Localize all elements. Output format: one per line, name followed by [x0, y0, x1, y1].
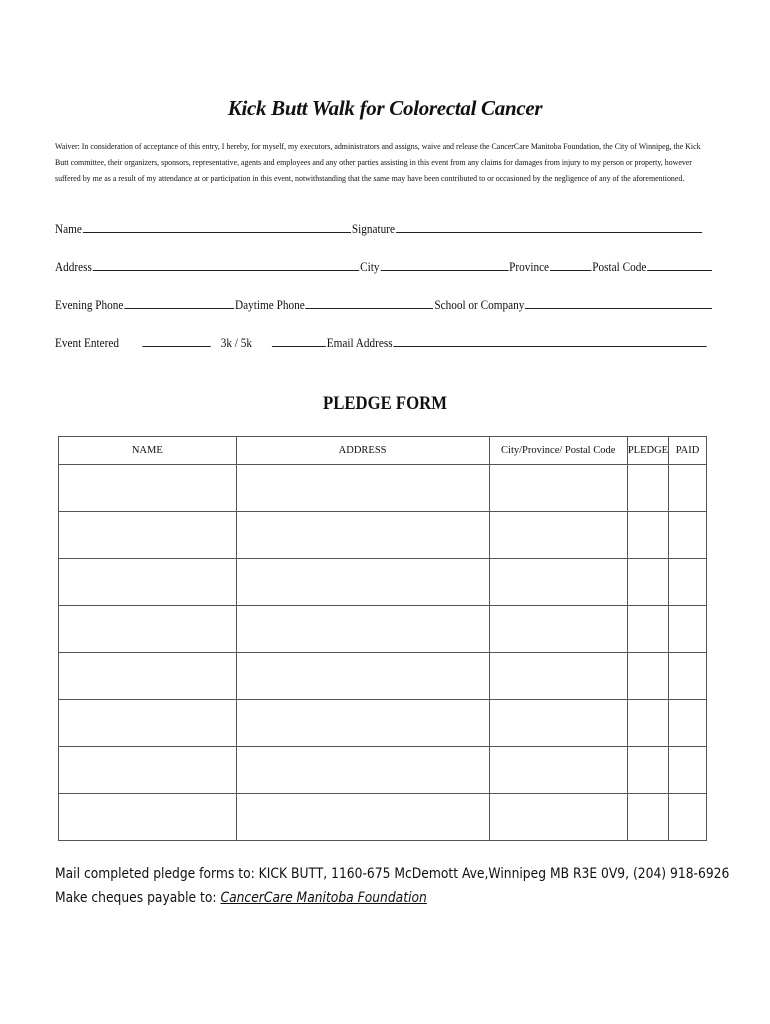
cell-pledge[interactable]	[627, 559, 668, 606]
cell-pledge[interactable]	[627, 653, 668, 700]
evening-phone-label: Evening Phone	[55, 298, 124, 312]
pledge-form-title: PLEDGE FORM	[322, 393, 447, 414]
cell-name[interactable]	[59, 559, 237, 606]
cell-city-province[interactable]	[489, 465, 627, 512]
event-entered-label: Event Entered	[55, 336, 120, 350]
pledge-table-body	[59, 465, 707, 841]
column-header-address: ADDRESS	[236, 437, 489, 465]
cell-paid[interactable]	[669, 606, 707, 653]
pledge-header-row	[59, 437, 707, 465]
cell-address[interactable]	[236, 747, 489, 794]
city-field[interactable]	[380, 258, 508, 271]
cell-name[interactable]	[59, 653, 237, 700]
signature-label: Signature	[351, 222, 396, 236]
cell-name[interactable]	[59, 747, 237, 794]
waiver-text: Waiver: In consideration of acceptance of this entry, I hereby, for myself, my executors, administrators and assigns, waive and release the CancerCare Manitoba Foundation, the City of Winnipeg, the Kick Butt committee, their organizers, sponsors, representative, agents and employees and any other parties assisting in this event from any claims for damages from injury to my person or property, however suffered by me as a result of my attendance at or participation in this event, notwithstanding that the same may have been contributed to or occasioned by the negligence of any of the aforementioned.	[55, 141, 701, 183]
cell-address[interactable]	[236, 559, 489, 606]
cell-pledge[interactable]	[627, 747, 668, 794]
cell-name[interactable]	[59, 794, 237, 841]
foundation-name: CancerCare Manitoba Foundation	[220, 890, 427, 906]
table-row	[59, 700, 707, 747]
distance-label: 3k / 5k	[220, 336, 253, 350]
cell-paid[interactable]	[669, 559, 707, 606]
cell-pledge[interactable]	[627, 700, 668, 747]
cell-city-province[interactable]	[489, 653, 627, 700]
cell-address[interactable]	[236, 794, 489, 841]
cell-name[interactable]	[59, 606, 237, 653]
table-row	[59, 512, 707, 559]
postal-code-field[interactable]	[647, 258, 712, 271]
cell-paid[interactable]	[669, 512, 707, 559]
mail-address-line: Mail completed pledge forms to: KICK BUTT, 1160-675 McDemott Ave,Winnipeg MB R3E 0V9, (204) 918-6926	[55, 866, 730, 882]
cell-city-province[interactable]	[489, 559, 627, 606]
table-row	[59, 794, 707, 841]
cell-paid[interactable]	[669, 747, 707, 794]
cell-address[interactable]	[236, 465, 489, 512]
cell-pledge[interactable]	[627, 465, 668, 512]
cell-pledge[interactable]	[627, 606, 668, 653]
phone-row	[55, 296, 713, 313]
cell-city-province[interactable]	[489, 606, 627, 653]
evening-phone-field[interactable]	[124, 296, 234, 309]
event-entered-field[interactable]	[142, 334, 210, 347]
school-company-field[interactable]	[525, 296, 712, 309]
distance-field[interactable]	[272, 334, 326, 347]
cell-city-province[interactable]	[489, 700, 627, 747]
name-label: Name	[55, 222, 82, 236]
address-row	[55, 258, 713, 275]
column-header-name: NAME	[59, 437, 237, 465]
cell-name[interactable]	[59, 700, 237, 747]
cell-city-province[interactable]	[489, 794, 627, 841]
name-field[interactable]	[83, 220, 351, 233]
column-header-city-province: City/Province/ Postal Code	[489, 437, 627, 465]
cell-paid[interactable]	[669, 700, 707, 747]
cell-name[interactable]	[59, 465, 237, 512]
signature-field[interactable]	[396, 220, 702, 233]
cell-pledge[interactable]	[627, 512, 668, 559]
cell-address[interactable]	[236, 653, 489, 700]
email-label: Email Address	[326, 336, 393, 350]
province-field[interactable]	[550, 258, 591, 271]
school-company-label: School or Company	[434, 298, 525, 312]
cell-pledge[interactable]	[627, 794, 668, 841]
email-field[interactable]	[394, 334, 707, 347]
postal-code-label: Postal Code	[592, 260, 647, 274]
column-header-paid: PAID	[669, 437, 707, 465]
event-row	[55, 334, 708, 351]
cell-address[interactable]	[236, 512, 489, 559]
daytime-phone-field[interactable]	[306, 296, 434, 309]
name-signature-row	[55, 220, 703, 237]
cell-paid[interactable]	[669, 653, 707, 700]
table-row	[59, 606, 707, 653]
cell-paid[interactable]	[669, 794, 707, 841]
cell-city-province[interactable]	[489, 512, 627, 559]
cell-address[interactable]	[236, 606, 489, 653]
address-field[interactable]	[93, 258, 359, 271]
address-label: Address	[55, 260, 92, 274]
cell-city-province[interactable]	[489, 747, 627, 794]
table-row	[59, 465, 707, 512]
table-row	[59, 559, 707, 606]
cheques-line	[55, 886, 729, 910]
mail-instructions	[55, 862, 729, 910]
cheques-label: Make cheques payable to:	[55, 890, 221, 906]
province-label: Province	[509, 260, 550, 274]
city-label: City	[360, 260, 380, 274]
column-header-pledge: PLEDGE	[627, 437, 668, 465]
cell-address[interactable]	[236, 700, 489, 747]
table-row	[59, 747, 707, 794]
pledge-table	[58, 436, 707, 841]
form-title: Kick Butt Walk for Colorectal Cancer	[227, 96, 543, 120]
table-row	[59, 653, 707, 700]
daytime-phone-label: Daytime Phone	[235, 298, 305, 312]
cell-paid[interactable]	[669, 465, 707, 512]
cell-name[interactable]	[59, 512, 237, 559]
